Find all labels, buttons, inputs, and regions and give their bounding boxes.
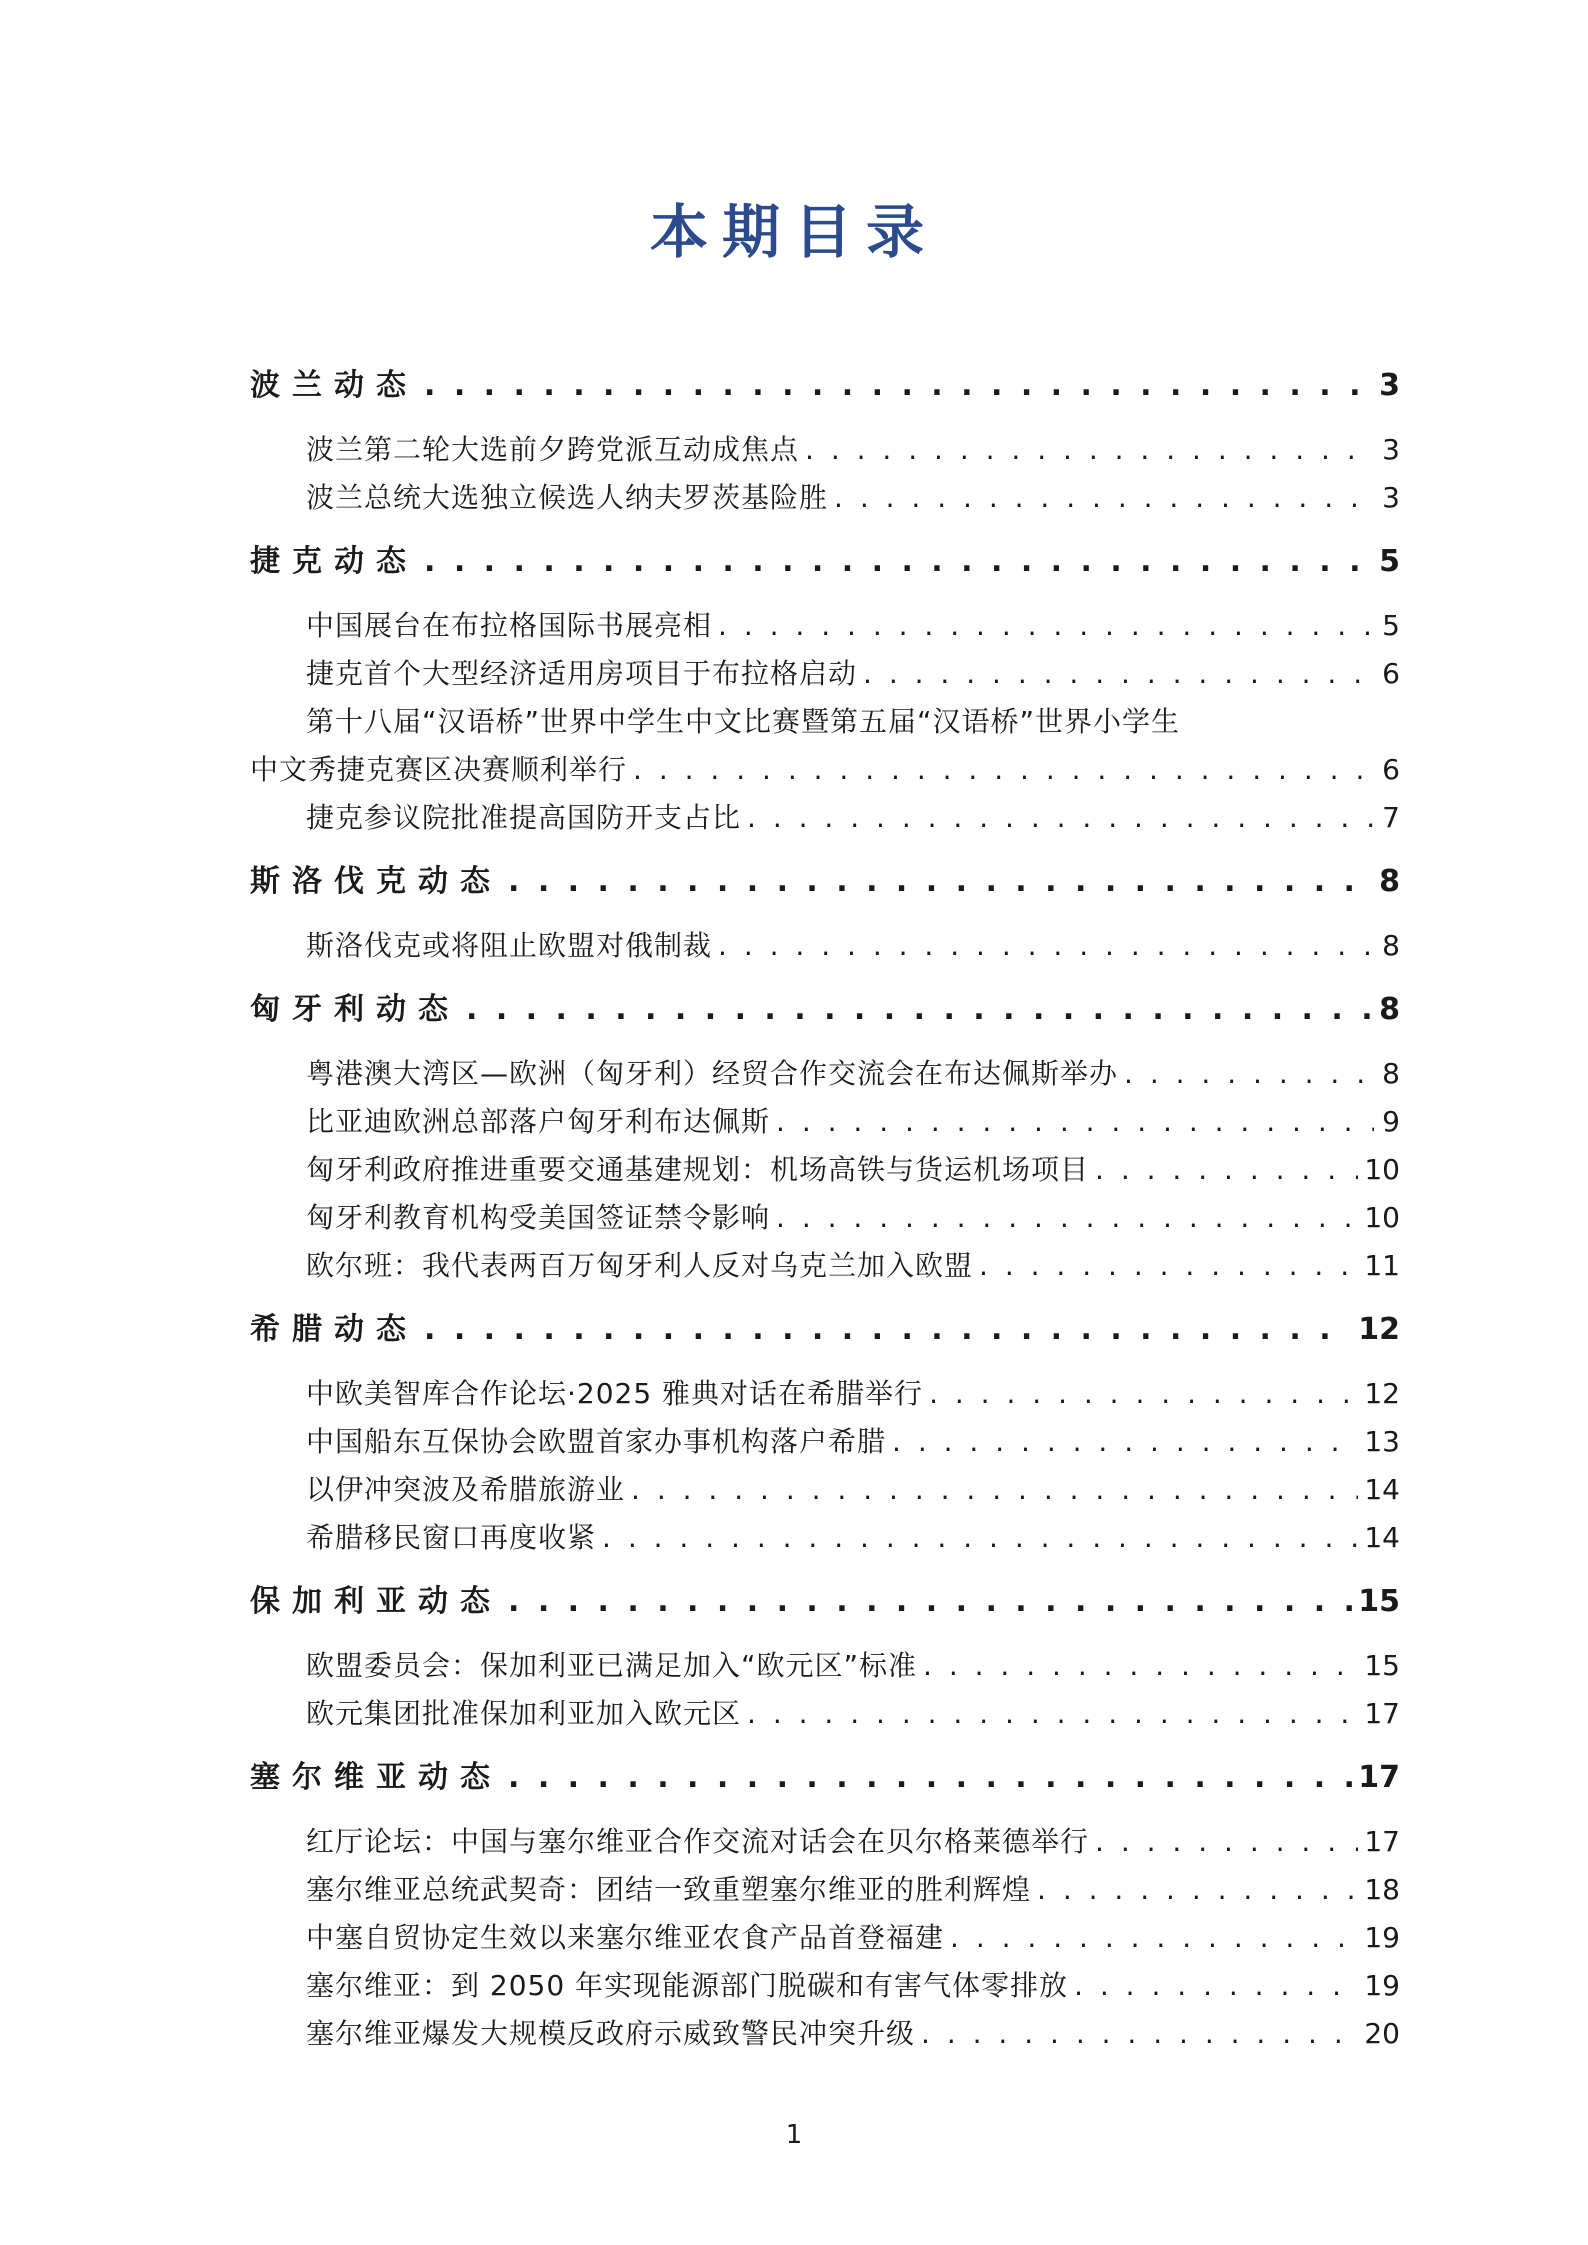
item-title: 中国展台在布拉格国际书展亮相 [306, 609, 713, 642]
dot-leader [602, 1514, 1358, 1562]
item-title: 欧盟委员会：保加利亚已满足加入“欧元区”标准 [306, 1649, 918, 1682]
item-title: 中欧美智库合作论坛·2025 雅典对话在希腊举行 [306, 1377, 924, 1410]
toc-section-serbia[interactable] [250, 1754, 1400, 1802]
item-page-number: 3 [1382, 433, 1400, 466]
item-title: 粤港澳大湾区—欧洲（匈牙利）经贸合作交流会在布达佩斯举办 [306, 1057, 1119, 1090]
toc-item[interactable] [250, 1466, 1400, 1514]
item-title: 希腊移民窗口再度收紧 [306, 1521, 597, 1554]
dot-leader [863, 650, 1374, 698]
dot-leader [424, 1306, 1352, 1354]
dot-leader [508, 1578, 1352, 1626]
dot-leader [929, 1370, 1358, 1418]
toc-section-greece[interactable] [250, 1306, 1400, 1354]
item-page-number: 19 [1364, 1969, 1400, 2002]
section-page-number: 3 [1379, 368, 1400, 403]
item-title: 欧元集团批准保加利亚加入欧元区 [306, 1697, 742, 1730]
item-page-number: 6 [1382, 753, 1400, 786]
toc-item[interactable] [250, 922, 1400, 970]
toc-section-hungary[interactable] [250, 986, 1400, 1034]
item-title: 欧尔班：我代表两百万匈牙利人反对乌克兰加入欧盟 [306, 1249, 974, 1282]
toc-item[interactable] [250, 2010, 1400, 2058]
item-title: 中国船东互保协会欧盟首家办事机构落户希腊 [306, 1425, 887, 1458]
item-page-number: 10 [1364, 1153, 1400, 1186]
item-page-number: 3 [1382, 481, 1400, 514]
dot-leader [1124, 1050, 1374, 1098]
section-title: 波兰动态 [250, 368, 418, 403]
item-page-number: 15 [1364, 1649, 1400, 1682]
toc-section-slovakia[interactable] [250, 858, 1400, 906]
item-page-number: 9 [1382, 1105, 1400, 1138]
item-title-line2: 中文秀捷克赛区决赛顺利举行 [250, 753, 628, 786]
toc-item[interactable] [250, 1866, 1400, 1914]
toc-item[interactable] [250, 1418, 1400, 1466]
item-page-number: 20 [1364, 2017, 1400, 2050]
dot-leader [466, 986, 1373, 1034]
item-page-number: 17 [1364, 1697, 1400, 1730]
item-page-number: 11 [1364, 1249, 1400, 1282]
dot-leader [921, 2010, 1358, 2058]
item-title: 捷克参议院批准提高国防开支占比 [306, 801, 742, 834]
section-page-number: 8 [1379, 864, 1400, 899]
item-title: 塞尔维亚：到 2050 年实现能源部门脱碳和有害气体零排放 [306, 1969, 1069, 2002]
section-title: 捷克动态 [250, 544, 418, 579]
item-page-number: 14 [1364, 1521, 1400, 1554]
dot-leader [776, 1194, 1358, 1242]
section-title: 保加利亚动态 [250, 1584, 502, 1619]
toc-item[interactable] [250, 1050, 1400, 1098]
item-page-number: 8 [1382, 929, 1400, 962]
section-title: 希腊动态 [250, 1312, 418, 1347]
section-page-number: 17 [1358, 1760, 1400, 1795]
item-page-number: 13 [1364, 1425, 1400, 1458]
item-page-number: 12 [1364, 1377, 1400, 1410]
section-page-number: 5 [1379, 544, 1400, 579]
item-page-number: 10 [1364, 1201, 1400, 1234]
item-page-number: 7 [1382, 801, 1400, 834]
toc-item[interactable] [250, 1914, 1400, 1962]
dot-leader [631, 1466, 1358, 1514]
dot-leader [424, 362, 1373, 410]
toc-item[interactable] [250, 1690, 1400, 1738]
toc-item[interactable] [250, 1242, 1400, 1290]
dot-leader [776, 1098, 1374, 1146]
page-title: 本期目录 [649, 198, 938, 266]
toc-item[interactable] [250, 1962, 1400, 2010]
item-title: 匈牙利教育机构受美国签证禁令影响 [306, 1201, 771, 1234]
table-of-contents [250, 362, 1400, 2058]
toc-section-czech[interactable] [250, 538, 1400, 586]
item-title: 红厅论坛：中国与塞尔维亚合作交流对话会在贝尔格莱德举行 [306, 1825, 1090, 1858]
toc-item[interactable] [250, 1370, 1400, 1418]
item-title-line2-row [250, 746, 1400, 794]
dot-leader [747, 794, 1374, 842]
toc-item[interactable] [250, 1642, 1400, 1690]
item-title: 塞尔维亚爆发大规模反政府示威致警民冲突升级 [306, 2017, 916, 2050]
toc-item[interactable] [250, 1818, 1400, 1866]
item-page-number: 14 [1364, 1473, 1400, 1506]
toc-item[interactable] [250, 1098, 1400, 1146]
dot-leader [834, 474, 1374, 522]
item-title: 捷克首个大型经济适用房项目于布拉格启动 [306, 657, 858, 690]
dot-leader [1037, 1866, 1358, 1914]
section-title: 斯洛伐克动态 [250, 864, 502, 899]
item-title: 中塞自贸协定生效以来塞尔维亚农食产品首登福建 [306, 1921, 945, 1954]
toc-item[interactable] [250, 602, 1400, 650]
item-title: 匈牙利政府推进重要交通基建规划：机场高铁与货运机场项目 [306, 1153, 1090, 1186]
item-title: 比亚迪欧洲总部落户匈牙利布达佩斯 [306, 1105, 771, 1138]
dot-leader [923, 1642, 1358, 1690]
section-title: 塞尔维亚动态 [250, 1760, 502, 1795]
dot-leader [979, 1242, 1358, 1290]
item-page-number: 17 [1364, 1825, 1400, 1858]
item-title: 斯洛伐克或将阻止欧盟对俄制裁 [306, 929, 713, 962]
dot-leader [1074, 1962, 1358, 2010]
dot-leader [718, 602, 1374, 650]
item-title-line1: 第十八届“汉语桥”世界中学生中文比赛暨第五届“汉语桥”世界小学生 [306, 705, 1181, 738]
dot-leader [424, 538, 1373, 586]
item-title: 以伊冲突波及希腊旅游业 [306, 1473, 626, 1506]
toc-item[interactable] [250, 1146, 1400, 1194]
dot-leader [1095, 1146, 1358, 1194]
dot-leader [950, 1914, 1358, 1962]
footer-page-number: 1 [785, 2120, 803, 2150]
item-page-number: 5 [1382, 609, 1400, 642]
item-page-number: 19 [1364, 1921, 1400, 1954]
dot-leader [1095, 1818, 1358, 1866]
dot-leader [633, 746, 1374, 794]
toc-section-bulgaria[interactable] [250, 1578, 1400, 1626]
item-page-number: 8 [1382, 1057, 1400, 1090]
section-page-number: 15 [1358, 1584, 1400, 1619]
toc-item[interactable] [250, 794, 1400, 842]
item-title: 波兰第二轮大选前夕跨党派互动成焦点 [306, 433, 800, 466]
dot-leader [508, 858, 1373, 906]
toc-item[interactable] [250, 1514, 1400, 1562]
dot-leader [805, 426, 1374, 474]
section-page-number: 12 [1358, 1312, 1400, 1347]
item-page-number: 6 [1382, 657, 1400, 690]
toc-item[interactable] [250, 474, 1400, 522]
dot-leader [892, 1418, 1358, 1466]
section-page-number: 8 [1379, 992, 1400, 1027]
toc-section-poland[interactable] [250, 362, 1400, 410]
item-title: 塞尔维亚总统武契奇：团结一致重塑塞尔维亚的胜利辉煌 [306, 1873, 1032, 1906]
toc-item[interactable] [250, 650, 1400, 698]
dot-leader [747, 1690, 1358, 1738]
item-title: 波兰总统大选独立候选人纳夫罗茨基险胜 [306, 481, 829, 514]
item-page-number: 18 [1364, 1873, 1400, 1906]
toc-item[interactable] [250, 426, 1400, 474]
toc-item[interactable] [250, 1194, 1400, 1242]
section-title: 匈牙利动态 [250, 992, 460, 1027]
toc-item[interactable] [250, 698, 1400, 794]
dot-leader [508, 1754, 1352, 1802]
dot-leader [718, 922, 1374, 970]
